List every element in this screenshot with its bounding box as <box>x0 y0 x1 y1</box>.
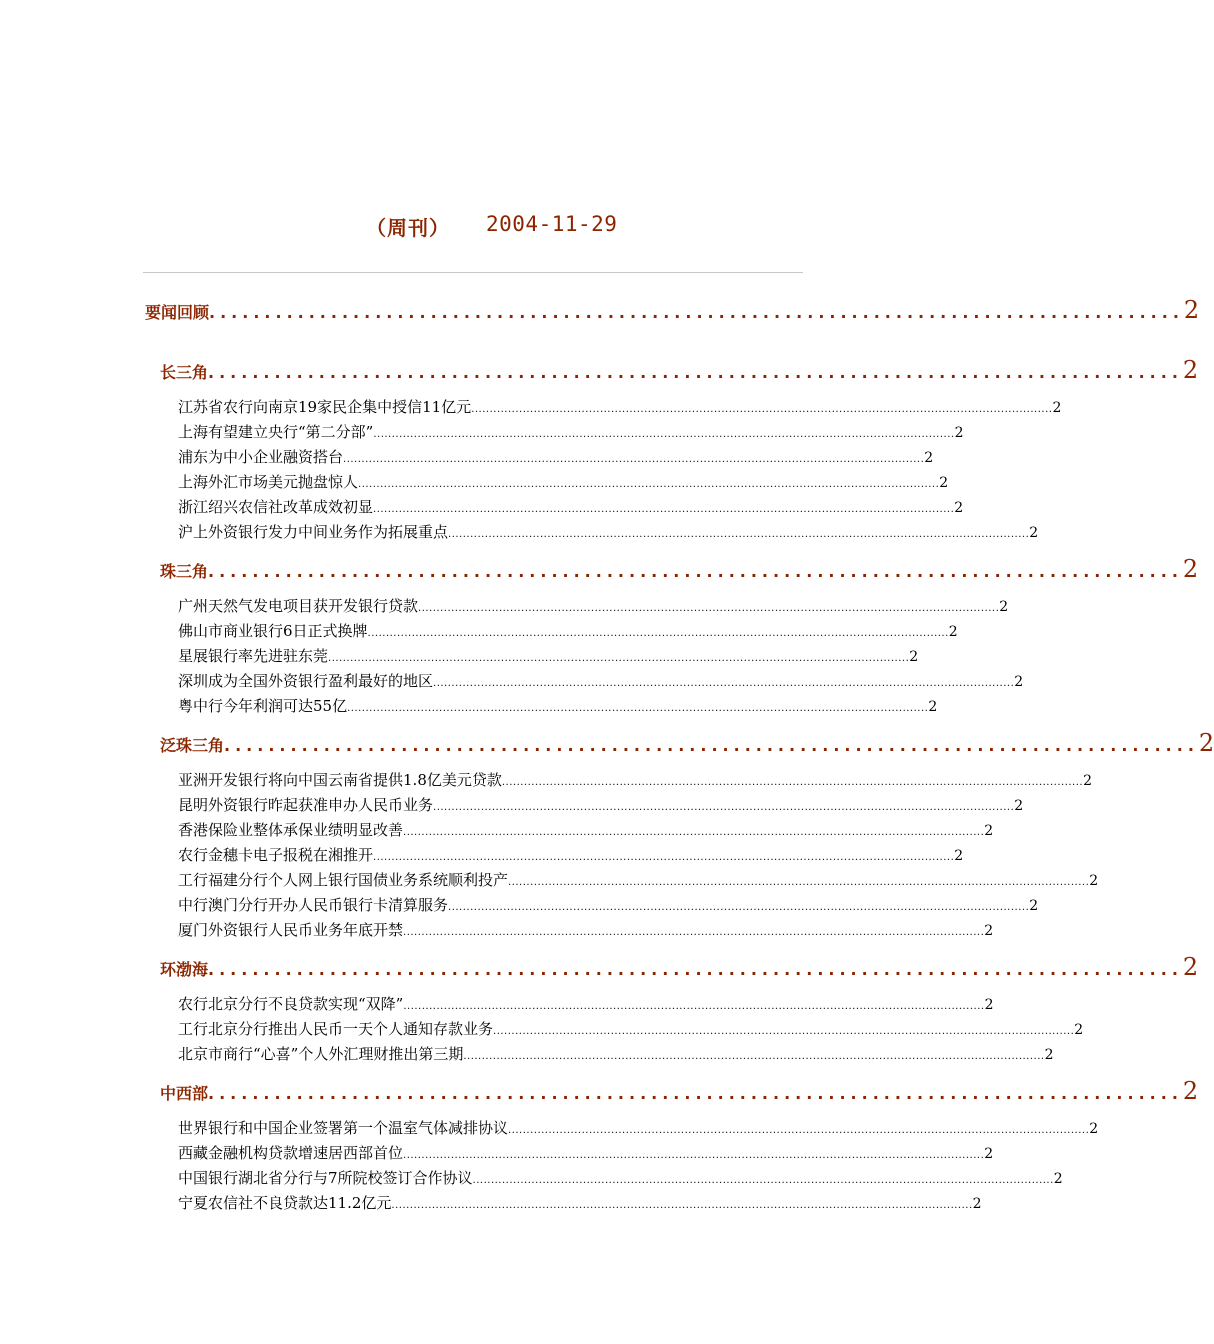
toc-page-number: 2 <box>1198 729 1214 757</box>
toc-leader: .............................................................................................................................................................. <box>463 1051 1045 1062</box>
toc-page-number: 2 <box>1029 525 1039 541</box>
toc-item-title: 佛山市商业银行6日正式换牌 <box>178 622 368 640</box>
toc-item[interactable] <box>178 869 1099 890</box>
toc-item[interactable] <box>178 769 1093 790</box>
toc-item-title: 农行北京分行不良贷款实现“双降” <box>178 995 404 1013</box>
toc-item-title: 广州天然气发电项目获开发银行贷款 <box>178 597 419 615</box>
toc-leader: .............................................................................................................................................................. <box>508 1125 1090 1136</box>
toc-leader: ........................................................................................ <box>208 363 1183 382</box>
toc-page-number: 2 <box>1014 674 1024 690</box>
toc-page-number: 2 <box>972 1196 982 1212</box>
toc-leader: ........................................................................................ <box>208 960 1183 979</box>
header-divider <box>143 272 803 273</box>
toc-entry-title: 要闻回顾 <box>145 303 210 322</box>
toc-page-number: 2 <box>939 475 949 491</box>
toc-page-number: 2 <box>1029 898 1039 914</box>
toc-leader: .............................................................................................................................................................. <box>493 1026 1075 1037</box>
toc-leader: .............................................................................................................................................................. <box>403 827 985 838</box>
toc-page-number: 2 <box>984 923 994 939</box>
toc-item[interactable] <box>178 446 934 467</box>
toc-leader: .............................................................................................................................................................. <box>433 802 1015 813</box>
toc-item[interactable] <box>178 471 949 492</box>
toc-leader: .............................................................................................................................................................. <box>373 504 955 515</box>
toc-page-number: 2 <box>924 450 934 466</box>
toc-item[interactable] <box>178 670 1024 691</box>
toc-item[interactable] <box>178 521 1039 542</box>
toc-page-number: 2 <box>909 649 919 665</box>
toc-leader: .............................................................................................................................................................. <box>328 653 910 664</box>
toc-item-title: 宁夏农信社不良贷款达11.2亿元 <box>178 1194 392 1212</box>
toc-leader: .............................................................................................................................................................. <box>508 877 1090 888</box>
toc-page-number: 2 <box>1182 953 1199 981</box>
toc-item-title: 浦东为中小企业融资搭台 <box>178 448 344 466</box>
toc-section-zhongxibu[interactable] <box>160 1077 1199 1105</box>
toc-item-title: 工行福建分行个人网上银行国债业务系统顺利投产 <box>178 871 509 889</box>
toc-item[interactable] <box>178 1018 1084 1039</box>
toc-item[interactable] <box>178 794 1024 815</box>
toc-item-title: 香港保险业整体承保业绩明显改善 <box>178 821 404 839</box>
toc-item[interactable] <box>178 1167 1063 1188</box>
toc-page-number: 2 <box>1089 873 1099 889</box>
toc-leader: .............................................................................................................................................................. <box>373 852 955 863</box>
toc-item-title: 粤中行今年利润可达55亿 <box>178 697 348 715</box>
toc-item-title: 亚洲开发银行将向中国云南省提供1.8亿美元贷款 <box>178 771 502 789</box>
toc-page-number: 2 <box>954 425 964 441</box>
toc-item[interactable] <box>178 1117 1099 1138</box>
toc-leader: .............................................................................................................................................................. <box>472 1175 1054 1186</box>
toc-item-title: 上海有望建立央行“第二分部” <box>178 423 374 441</box>
toc-page-number: 2 <box>984 823 994 839</box>
publication-date: 2004-11-29 <box>486 212 618 236</box>
toc-section-fanzhusanjiao[interactable] <box>160 729 1214 757</box>
toc-item[interactable] <box>178 496 964 517</box>
toc-item-title: 深圳成为全国外资银行盈利最好的地区 <box>178 672 434 690</box>
toc-item-title: 西藏金融机构贷款增速居西部首位 <box>178 1144 404 1162</box>
toc-leader: .............................................................................................................................................................. <box>343 454 925 465</box>
toc-item[interactable] <box>178 1142 994 1163</box>
toc-item-title: 沪上外资银行发力中间业务作为拓展重点 <box>178 523 449 541</box>
toc-item-title: 中国银行湖北省分行与7所院校签订合作协议 <box>178 1169 473 1187</box>
toc-page-number: 2 <box>1044 1047 1054 1063</box>
toc-page-number: 2 <box>1074 1022 1084 1038</box>
toc-section-huanbohai[interactable] <box>160 953 1199 981</box>
toc-item[interactable] <box>178 695 938 716</box>
toc-leader: .............................................................................................................................................................. <box>367 628 949 639</box>
toc-leader: .............................................................................................................................................................. <box>448 529 1030 540</box>
toc-page-number: 2 <box>1052 400 1062 416</box>
toc-item-title: 星展银行率先进驻东莞 <box>178 647 329 665</box>
toc-leader: .............................................................................................................................................................. <box>347 703 929 714</box>
toc-page-number: 2 <box>984 997 994 1013</box>
toc-page-number: 2 <box>1083 773 1093 789</box>
toc-leader: ........................................................................................ <box>208 1084 1183 1103</box>
toc-item[interactable] <box>178 645 919 666</box>
toc-section-title: 中西部 <box>160 1084 209 1103</box>
toc-item[interactable] <box>178 819 994 840</box>
toc-leader: .............................................................................................................................................................. <box>403 927 985 938</box>
toc-leader: ........................................................................................ <box>209 303 1184 322</box>
toc-page-number: 2 <box>984 1146 994 1162</box>
document-header <box>0 212 950 242</box>
toc-leader: ........................................................................................ <box>224 736 1199 755</box>
toc-leader: .............................................................................................................................................................. <box>373 429 955 440</box>
toc-section-title: 珠三角 <box>160 562 209 581</box>
toc-page-number: 2 <box>1183 296 1200 324</box>
toc-leader: ........................................................................................ <box>208 562 1183 581</box>
toc-page-number: 2 <box>954 500 964 516</box>
toc-item[interactable] <box>178 620 958 641</box>
toc-page-number: 2 <box>954 848 964 864</box>
toc-page-number: 2 <box>1053 1171 1063 1187</box>
toc-item-title: 江苏省农行向南京19家民企集中授信11亿元 <box>178 398 472 416</box>
toc-item[interactable] <box>178 396 1062 417</box>
toc-leader: .............................................................................................................................................................. <box>403 1001 985 1012</box>
toc-page-number: 2 <box>928 699 938 715</box>
toc-item[interactable] <box>178 1043 1054 1064</box>
toc-section-title: 环渤海 <box>160 960 209 979</box>
toc-item-title: 农行金穗卡电子报税在湘推开 <box>178 846 374 864</box>
toc-leader: .............................................................................................................................................................. <box>448 902 1030 913</box>
toc-leader: .............................................................................................................................................................. <box>433 678 1015 689</box>
toc-page-number: 2 <box>1014 798 1024 814</box>
toc-item-title: 昆明外资银行昨起获准申办人民币业务 <box>178 796 434 814</box>
toc-item[interactable] <box>178 595 1009 616</box>
toc-leader: .............................................................................................................................................................. <box>471 404 1053 415</box>
publication-type: （周刊） <box>366 216 450 240</box>
toc-section-title: 泛珠三角 <box>160 736 225 755</box>
toc-entry-top[interactable] <box>145 296 1200 324</box>
toc-item[interactable] <box>178 919 994 940</box>
toc-page-number: 2 <box>1182 1077 1199 1105</box>
toc-item-title: 厦门外资银行人民币业务年底开禁 <box>178 921 404 939</box>
toc-leader: .............................................................................................................................................................. <box>358 479 940 490</box>
toc-leader: .............................................................................................................................................................. <box>501 777 1084 788</box>
toc-section-title: 长三角 <box>160 363 209 382</box>
toc-leader: .............................................................................................................................................................. <box>403 1150 985 1161</box>
toc-item[interactable] <box>178 421 964 442</box>
toc-item-title: 工行北京分行推出人民币一天个人通知存款业务 <box>178 1020 494 1038</box>
toc-item[interactable] <box>178 993 994 1014</box>
toc-leader: .............................................................................................................................................................. <box>418 603 1000 614</box>
toc-item-title: 中行澳门分行开办人民币银行卡清算服务 <box>178 896 449 914</box>
toc-page-number: 2 <box>1182 555 1199 583</box>
toc-item-title: 上海外汇市场美元抛盘惊人 <box>178 473 359 491</box>
toc-leader: .............................................................................................................................................................. <box>391 1200 973 1211</box>
toc-page-number: 2 <box>1182 356 1199 384</box>
toc-page-number: 2 <box>1089 1121 1099 1137</box>
toc-section-changsanjiao[interactable] <box>160 356 1199 384</box>
toc-page-number: 2 <box>948 624 958 640</box>
toc-item-title: 北京市商行“心喜”个人外汇理财推出第三期 <box>178 1045 464 1063</box>
toc-page-number: 2 <box>999 599 1009 615</box>
toc-item[interactable] <box>178 894 1039 915</box>
toc-item-title: 浙江绍兴农信社改革成效初显 <box>178 498 374 516</box>
toc-item-title: 世界银行和中国企业签署第一个温室气体减排协议 <box>178 1119 509 1137</box>
toc-item[interactable] <box>178 844 964 865</box>
toc-section-zhusanjiao[interactable] <box>160 555 1199 583</box>
toc-item[interactable] <box>178 1192 982 1213</box>
